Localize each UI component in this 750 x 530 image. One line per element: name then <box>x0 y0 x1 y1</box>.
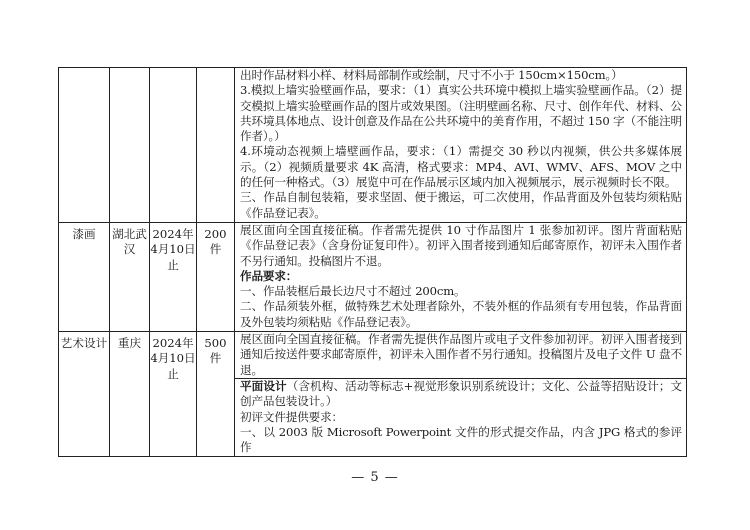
quantity-cell: 500 件 <box>197 332 235 457</box>
table-row-art-design <box>59 332 687 457</box>
deadline-cell: 2024年4月10日止 <box>150 332 197 457</box>
page-number: — 5 — <box>351 470 399 485</box>
intro-text: 展区面向全国直接征稿。作者需先提供作品图片或电子文件参加初评。初评入围者接到通知后按送件要求邮寄原件，初评未入围作者不另行通知。投稿图片及电子文件 U 盘不退。 <box>240 332 682 377</box>
deadline-cell-empty <box>150 68 197 223</box>
location-cell: 湖北武汉 <box>110 222 150 331</box>
submission-table <box>58 67 687 457</box>
requirements-heading: 作品要求： <box>240 268 298 283</box>
document-sheet <box>58 67 686 457</box>
table-row-mural-continued <box>59 68 687 223</box>
design-paragraph <box>240 379 682 410</box>
submission-item: 一、以 2003 版 Microsoft Powerpoint 文件的形式提交作品，内含 JPG 格式的参评作 <box>240 424 682 455</box>
category-cell: 漆画 <box>59 222 110 331</box>
design-subsection <box>235 378 686 455</box>
design-description: （含机构、活动等标志+视觉形象识别系统设计；文化、公益等招贴设计；文创产品包装设计。） <box>240 378 682 409</box>
intro-text: 展区面向全国直接征稿。作者需先提供 10 寸作品图片 1 张参加初评。图片背面粘贴《作品登记表》（含身份证复印件）。初评入围者接到通知后邮寄原作，初评未入围作者不另行通知。投稿图片不退。 <box>240 222 682 268</box>
requirement-line: 4.环境动态视频上墙壁画作品，要求：（1）需提交 30 秒以内视频，供公共多媒体展示。（2）视频质量要求 4K 高清，格式要求：MP4、AVI、WMV、AFS、MOV 之中的任何一种格式。（3）展览中可在作品展示区域内加入视频展示，展示视频时长不限。 <box>240 144 682 190</box>
deadline-cell: 2024年4月10日止 <box>150 222 197 331</box>
location-cell-empty <box>110 68 150 223</box>
quantity-cell-empty <box>197 68 235 223</box>
category-cell: 艺术设计 <box>59 332 110 457</box>
category-cell-empty <box>59 68 110 223</box>
requirements-cell <box>235 332 687 457</box>
requirements-cell <box>235 222 687 331</box>
requirement-line: 三、作品自制包装箱，要求坚固、便于搬运，可二次使用，作品背面及外包装均须粘贴《作品登记表》。 <box>240 190 682 220</box>
table-row-lacquer <box>59 222 687 331</box>
quantity-cell: 200 件 <box>197 222 235 331</box>
requirement-item: 一、作品装框后最长边尺寸不超过 200cm。 <box>240 284 466 299</box>
design-heading: 平面设计 <box>240 378 287 393</box>
location-cell: 重庆 <box>110 332 150 457</box>
submission-heading: 初评文件提供要求： <box>240 409 343 424</box>
requirement-line: 出时作品材料小样、材料局部制作或绘制，尺寸不小于 150cm×150cm。） <box>240 68 623 82</box>
requirement-line: 3.模拟上墙实验壁画作品，要求：（1）真实公共环境中模拟上墙实验壁画作品。（2）提交模拟上墙实验壁画作品的图片或效果图。（注明壁画名称、尺寸、创作年代、材料、公共环境具体地点、设计创意及作品在公共环境中的美育作用，不超过 150 字（不能注明作者）。） <box>240 83 682 144</box>
requirements-cell <box>235 68 687 223</box>
requirement-item: 二、作品须装外框，做特殊艺术处理者除外，不装外框的作品须有专用包装，作品背面及外包装均须粘贴《作品登记表》。 <box>240 299 682 329</box>
